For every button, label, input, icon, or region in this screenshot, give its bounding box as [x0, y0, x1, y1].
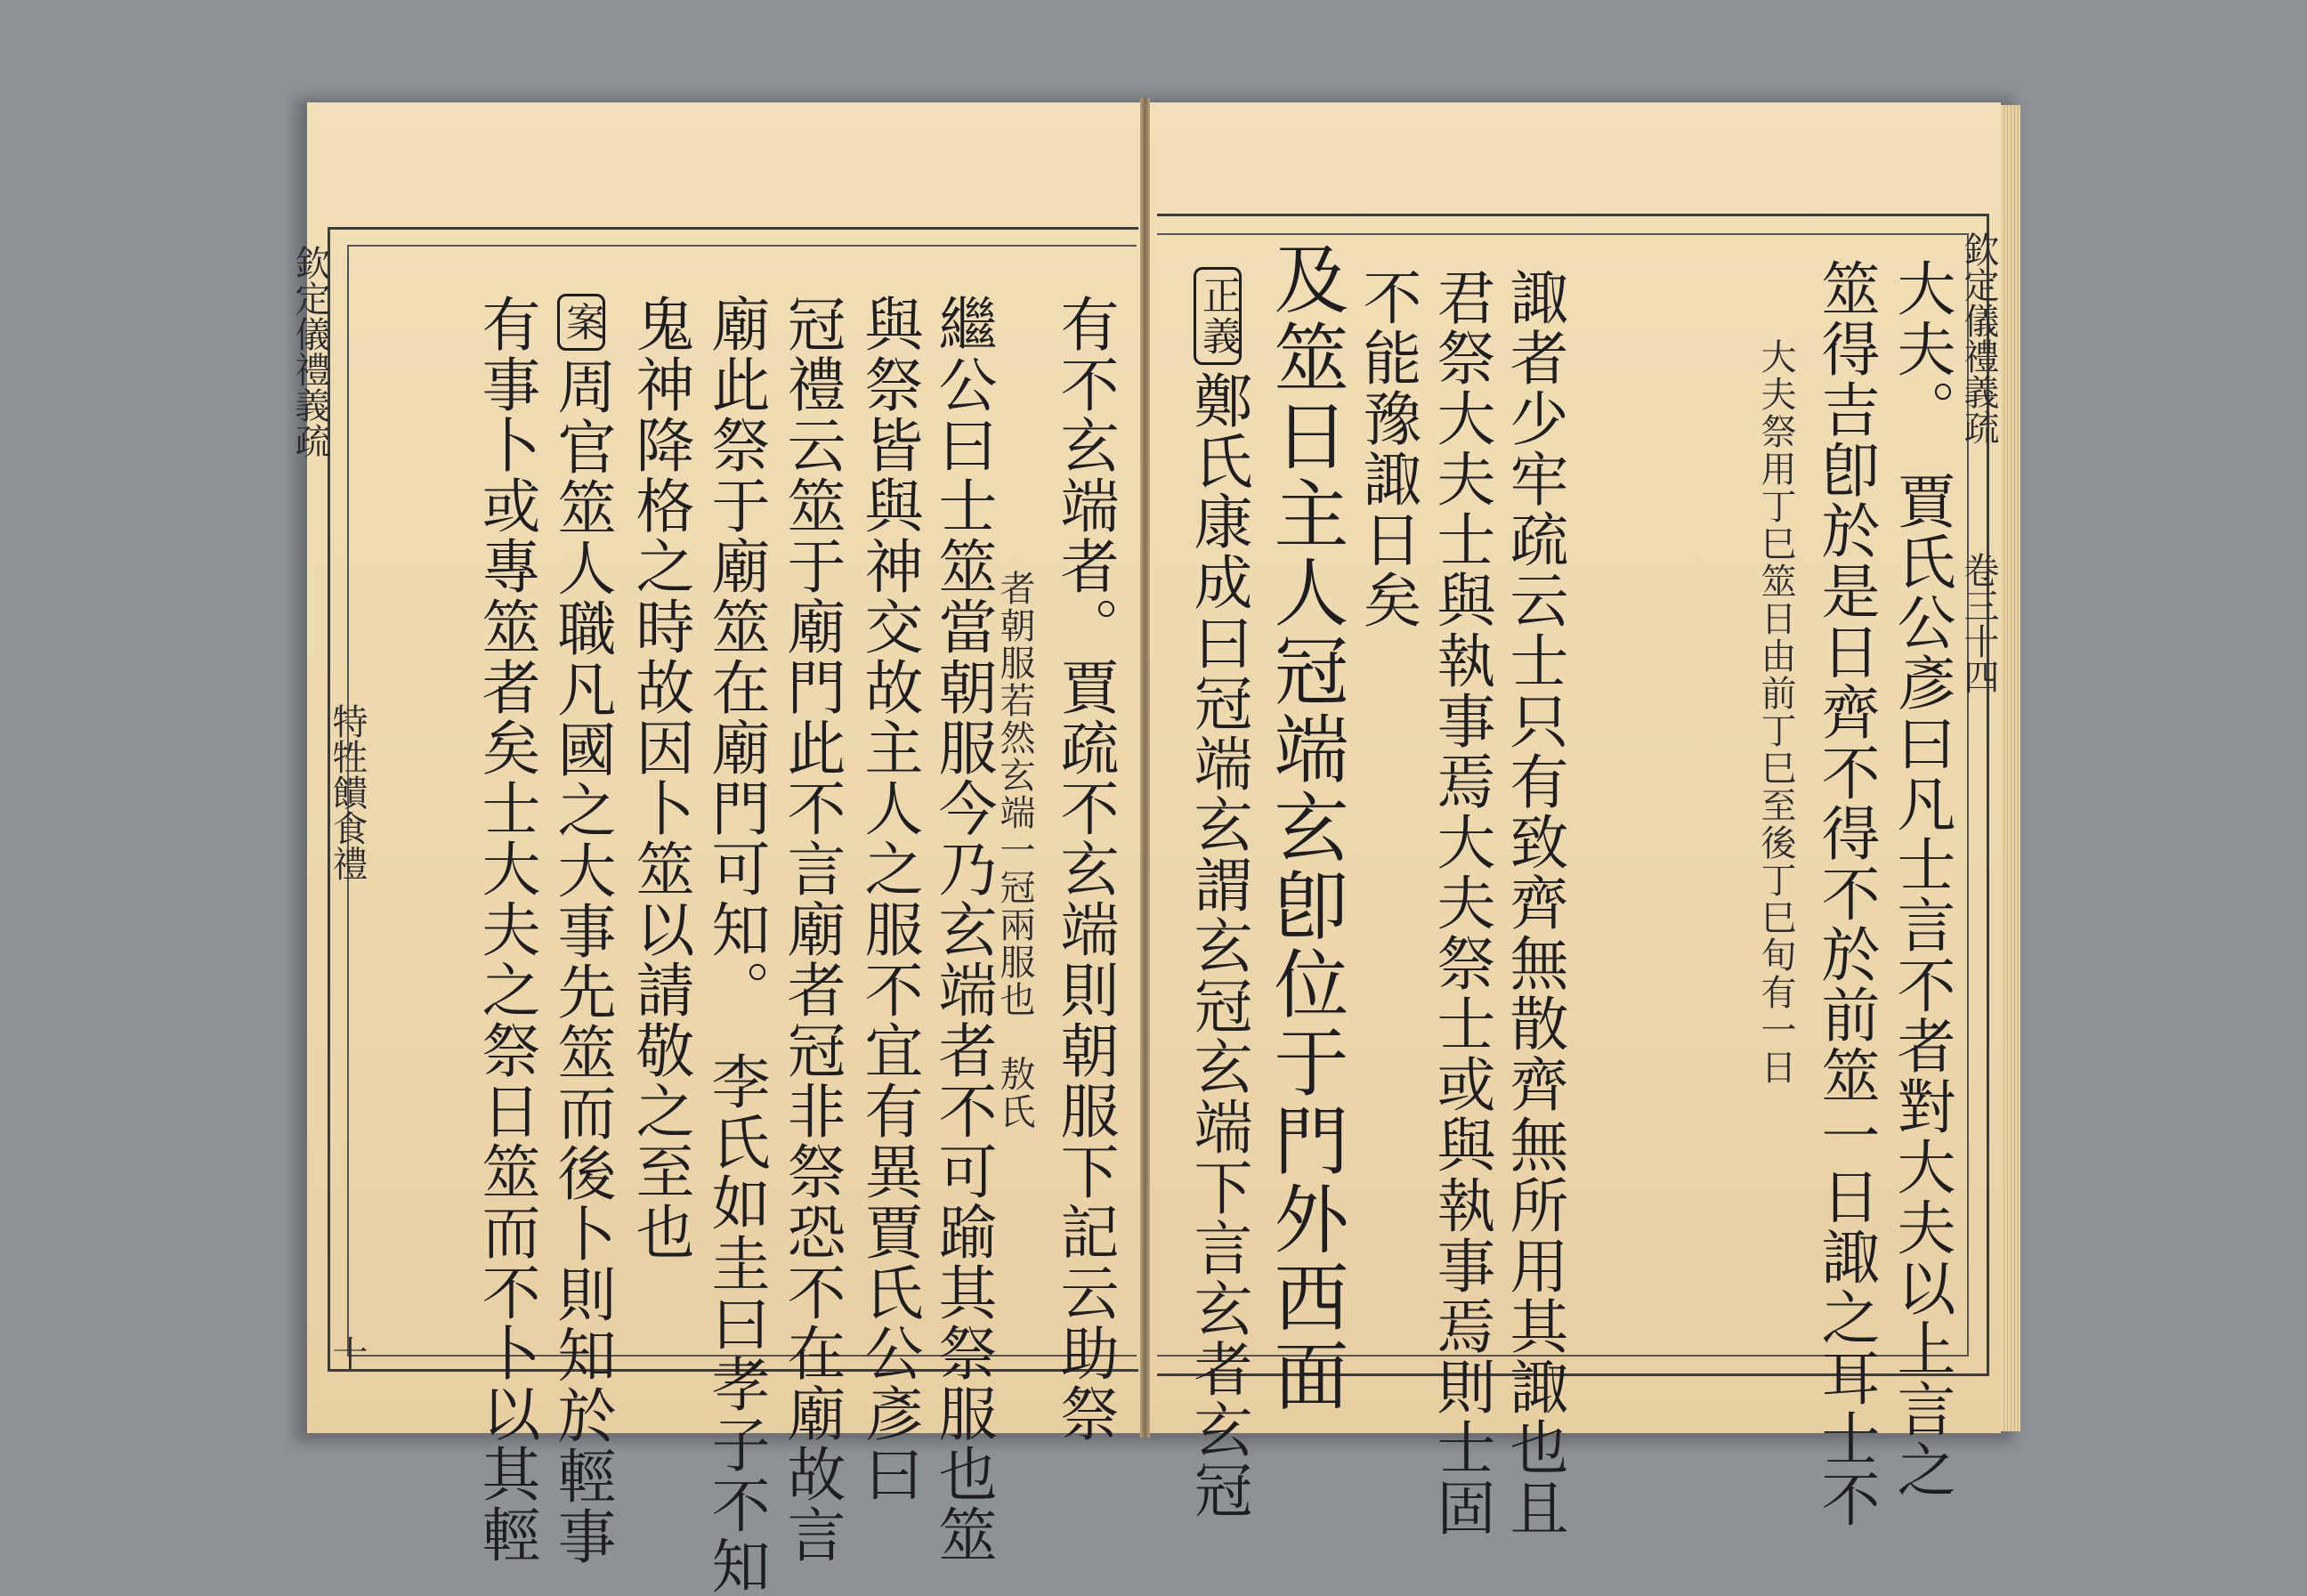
- right-col-5: 不能豫諏日矣: [1353, 267, 1421, 630]
- right-margin-juan: 卷三十四: [1958, 552, 1999, 694]
- right-col-7: [1184, 267, 1252, 1520]
- an-tag: 案: [557, 294, 605, 351]
- right-col-2: 筮得吉卽於是日齊不得不於前筮一日諏之耳士不: [1811, 258, 1880, 1529]
- left-col-1: 有不玄端者。賈疏不玄端則朝服下記云助祭: [1050, 294, 1119, 1444]
- left-col-3: 與祭皆與神交故主人之服不宜有異賈氏公彥曰: [854, 294, 923, 1504]
- right-margin-title: 欽定儀禮義疏: [1958, 231, 1999, 445]
- left-col-7-text: 周官筮人職凡國之大事先筮而後卜則知於輕事: [547, 356, 616, 1567]
- left-col-2: 繼公曰士筮當朝服今乃玄端者不可踰其祭服也筮: [928, 294, 997, 1565]
- left-margin-chapter: 特牲饋食禮: [327, 703, 368, 881]
- right-col-headline: 及筮日主人冠端玄卽位于門外西面: [1262, 240, 1349, 1415]
- right-col-4: 君祭大夫士與執事焉大夫祭士或與執事焉則士固: [1427, 267, 1495, 1538]
- left-col-6: 鬼神降格之時故因卜筮以請敬之至也: [626, 294, 694, 1262]
- zhengyi-tag: 正義: [1194, 267, 1242, 365]
- book-gutter: [1140, 98, 1150, 1438]
- left-col-4: 冠禮云筮于廟門此不言廟者冠非祭恐不在廟故言: [777, 294, 846, 1565]
- left-inline-note: 者朝服若然玄端一冠兩服也 敖氏: [994, 570, 1035, 1130]
- left-col-8: 有事卜或專筮者矣士大夫之祭日筮而不卜以其輕: [472, 294, 540, 1565]
- left-margin-title: 欽定儀禮義疏: [289, 245, 330, 458]
- right-col-7-text: 鄭氏康成曰冠端玄謂玄冠玄端下言玄者玄冠: [1184, 370, 1252, 1520]
- left-page-number: 十: [327, 1335, 368, 1371]
- right-inline-note: 大夫祭用丁巳筮日由前丁巳至後丁巳旬有一日: [1755, 338, 1796, 1086]
- right-col-3: 諏者少牢疏云士只有致齊無散齊無所用其諏也且: [1500, 267, 1568, 1538]
- left-col-5: 廟此祭于廟筮在廟門可知。 李氏如圭曰孝子不知: [701, 294, 770, 1596]
- right-col-1: 大夫。 賈氏公彥曰凡士言不者對大夫以上言之: [1887, 258, 1955, 1500]
- left-col-7: [547, 294, 616, 1567]
